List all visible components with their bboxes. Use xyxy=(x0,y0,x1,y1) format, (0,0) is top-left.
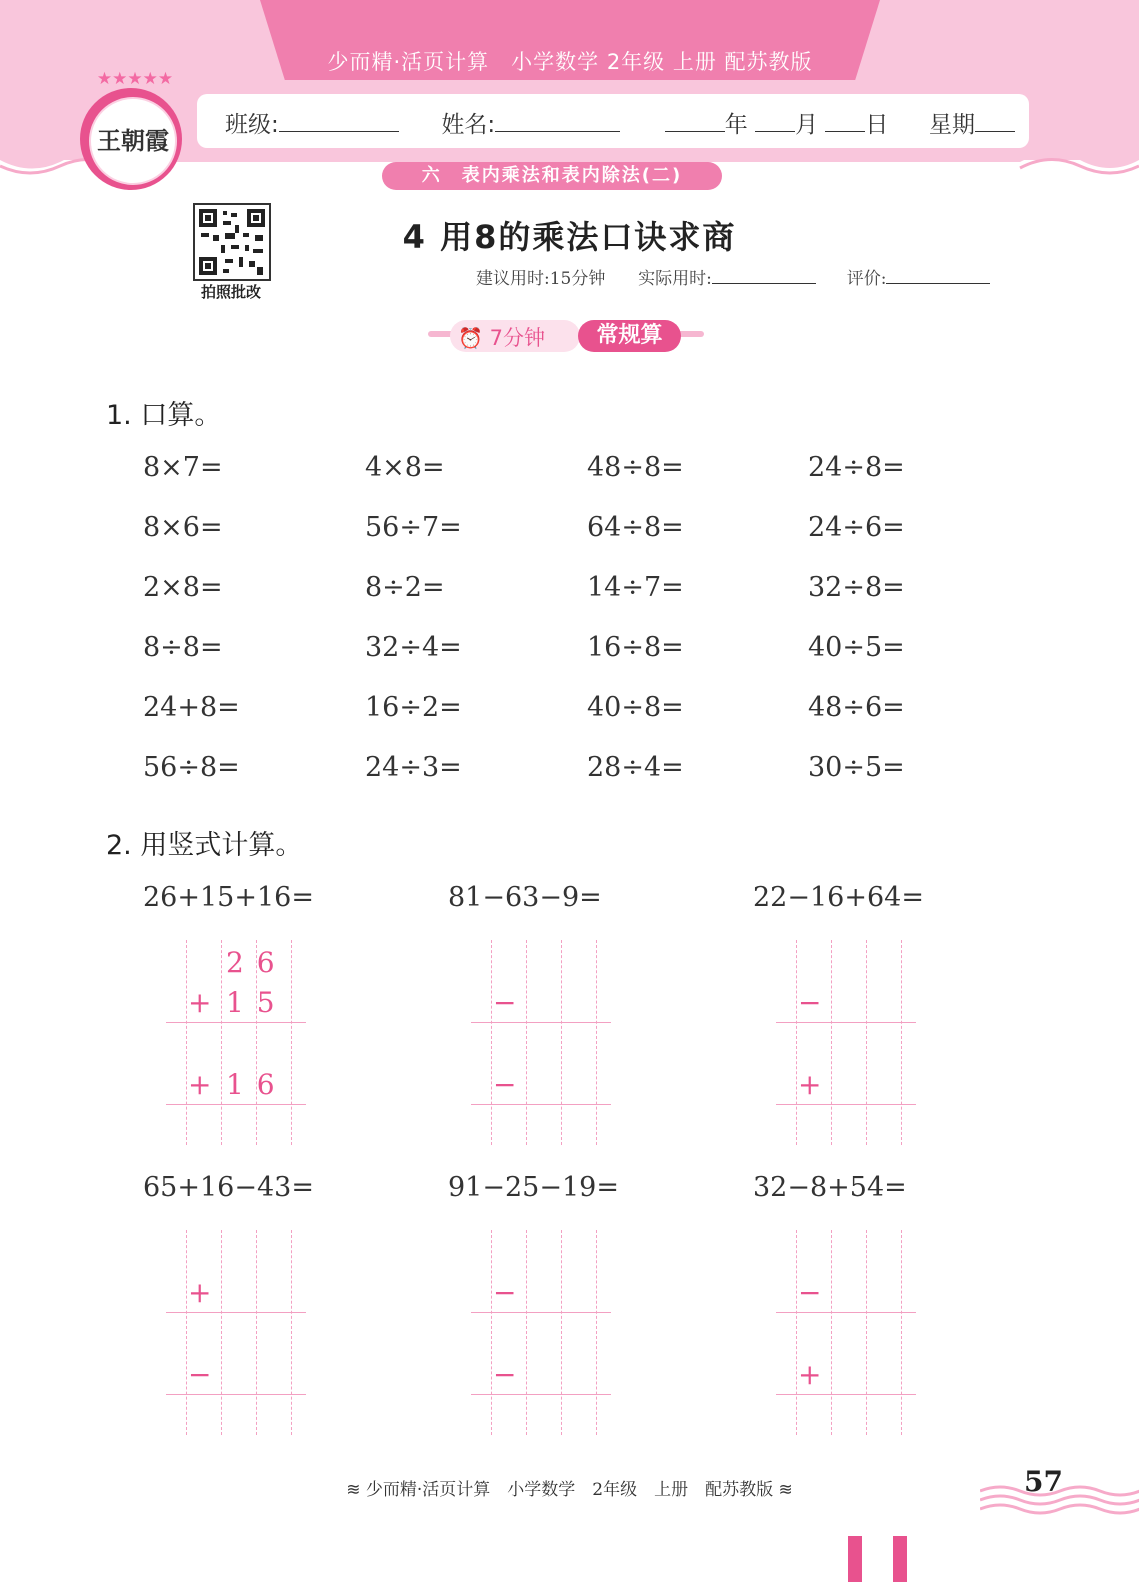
operator-sign: − xyxy=(798,1276,822,1309)
oral-calc-item: 16÷2= xyxy=(365,692,462,723)
oral-calc-item: 16÷8= xyxy=(587,632,684,663)
actual-time-field[interactable] xyxy=(712,267,816,284)
grid-guide-line xyxy=(221,1230,222,1435)
sum-line xyxy=(471,1394,611,1395)
section2-title: 2. 用竖式计算。 xyxy=(106,830,303,861)
footer xyxy=(0,1475,1139,1500)
month-field[interactable] xyxy=(755,109,795,132)
oral-calc-item: 24÷8= xyxy=(808,452,905,483)
sum-line xyxy=(776,1104,916,1105)
day-field[interactable] xyxy=(825,109,865,132)
oral-calc-item: 8÷2= xyxy=(365,572,445,603)
operator-sign: + xyxy=(798,1358,822,1391)
sum-line xyxy=(166,1312,306,1313)
time-badge-text: 7分钟 xyxy=(489,326,545,350)
oral-calc-item: 56÷8= xyxy=(143,752,240,783)
logo-text: 王朝霞 xyxy=(97,126,169,155)
type-badge: 常规算 xyxy=(578,320,681,352)
oral-calc-item: 8÷8= xyxy=(143,632,223,663)
vertical-calc-expression: 32−8+54= xyxy=(753,1172,907,1203)
grid-guide-line xyxy=(561,940,562,1145)
page-number: 57 xyxy=(1024,1465,1063,1498)
oral-calc-item: 40÷8= xyxy=(587,692,684,723)
name-label: 姓名: xyxy=(441,112,496,138)
oral-calc-item: 4×8= xyxy=(365,452,445,483)
unit-title: 六 表内乘法和表内除法(二) xyxy=(382,162,722,190)
grid-guide-line xyxy=(796,940,797,1145)
oral-calc-item: 48÷6= xyxy=(808,692,905,723)
month-label: 月 xyxy=(795,112,819,138)
vertical-calc-expression: 22−16+64= xyxy=(753,882,924,913)
grid-guide-line xyxy=(866,1230,867,1435)
edge-bar xyxy=(848,1536,862,1582)
operator-sign: + xyxy=(188,1276,212,1309)
clock-icon: ⏰ xyxy=(458,326,483,350)
oral-calc-item: 40÷5= xyxy=(808,632,905,663)
sum-line xyxy=(471,1022,611,1023)
grid-guide-line xyxy=(561,1230,562,1435)
sum-line xyxy=(471,1104,611,1105)
weekday-label: 星期 xyxy=(929,112,975,138)
footer-text: 少而精·活页计算 小学数学 2年级 上册 配苏教版 xyxy=(365,1480,774,1500)
operator-sign: − xyxy=(493,1358,517,1391)
actual-time-label: 实际用时: xyxy=(638,269,712,289)
grid-guide-line xyxy=(526,940,527,1145)
section1-title: 1. 口算。 xyxy=(106,400,222,431)
oral-calc-item: 24÷6= xyxy=(808,512,905,543)
grid-guide-line xyxy=(526,1230,527,1435)
operator-sign: + xyxy=(188,986,212,1019)
grid-guide-line xyxy=(221,940,222,1145)
grid-guide-line xyxy=(186,940,187,1145)
lesson-title: 4 用8的乘法口诀求商 xyxy=(402,218,737,256)
evaluation-field[interactable] xyxy=(886,267,990,284)
operator-sign: − xyxy=(493,1068,517,1101)
oral-calc-item: 48÷8= xyxy=(587,452,684,483)
class-label: 班级: xyxy=(225,112,279,138)
operator-sign: − xyxy=(493,1276,517,1309)
operator-sign: − xyxy=(798,986,822,1019)
qr-label: 拍照批改 xyxy=(200,283,261,301)
oral-calc-item: 8×7= xyxy=(143,452,223,483)
worked-digits: 1 6 xyxy=(226,1068,277,1101)
vertical-calc-expression: 26+15+16= xyxy=(143,882,314,913)
oral-calc-item: 8×6= xyxy=(143,512,223,543)
sum-line xyxy=(166,1394,306,1395)
grid-guide-line xyxy=(596,1230,597,1435)
operator-sign: − xyxy=(493,986,517,1019)
oral-calc-item: 30÷5= xyxy=(808,752,905,783)
grid-guide-line xyxy=(291,940,292,1145)
suggested-time: 建议用时:15分钟 xyxy=(476,269,606,289)
grid-guide-line xyxy=(256,1230,257,1435)
grid-guide-line xyxy=(831,940,832,1145)
grid-guide-line xyxy=(831,1230,832,1435)
operator-sign: − xyxy=(188,1358,212,1391)
vertical-calc-expression: 65+16−43= xyxy=(143,1172,314,1203)
grid-guide-line xyxy=(491,940,492,1145)
sum-line xyxy=(776,1312,916,1313)
grid-guide-line xyxy=(186,1230,187,1435)
grid-guide-line xyxy=(866,940,867,1145)
sum-line xyxy=(471,1312,611,1313)
sum-line xyxy=(166,1104,306,1105)
grid-guide-line xyxy=(901,940,902,1145)
student-info-row xyxy=(225,106,1015,139)
wave-right-icon: ≋ xyxy=(778,1480,793,1500)
grid-guide-line xyxy=(291,1230,292,1435)
oral-calc-item: 2×8= xyxy=(143,572,223,603)
vertical-calc-expression: 81−63−9= xyxy=(448,882,602,913)
oral-calc-item: 32÷8= xyxy=(808,572,905,603)
day-label: 日 xyxy=(865,112,889,138)
sum-line xyxy=(776,1022,916,1023)
oral-calc-item: 14÷7= xyxy=(587,572,684,603)
series-title: 少而精·活页计算 小学数学 2年级 上册 配苏教版 xyxy=(327,50,813,74)
worked-digits: 1 5 xyxy=(226,986,277,1019)
oral-calc-item: 32÷4= xyxy=(365,632,462,663)
worked-digits: 2 6 xyxy=(226,946,277,979)
vertical-calc-expression: 91−25−19= xyxy=(448,1172,619,1203)
oral-calc-item: 56÷7= xyxy=(365,512,462,543)
evaluation-label: 评价: xyxy=(846,269,887,289)
year-label: 年 xyxy=(724,112,748,138)
grid-guide-line xyxy=(796,1230,797,1435)
logo-stars-icon: ★★★★★ xyxy=(96,69,174,89)
grid-guide-line xyxy=(491,1230,492,1435)
grid-guide-line xyxy=(596,940,597,1145)
operator-sign: + xyxy=(188,1068,212,1101)
oral-calc-item: 28÷4= xyxy=(587,752,684,783)
operator-sign: + xyxy=(798,1068,822,1101)
oral-calc-item: 24+8= xyxy=(143,692,240,723)
time-row xyxy=(476,264,990,289)
sum-line xyxy=(166,1022,306,1023)
edge-bar xyxy=(893,1536,907,1582)
wave-left-icon: ≋ xyxy=(346,1480,361,1500)
class-field[interactable] xyxy=(279,109,399,132)
oral-calc-item: 64÷8= xyxy=(587,512,684,543)
sum-line xyxy=(776,1394,916,1395)
weekday-field[interactable] xyxy=(975,109,1015,132)
name-field[interactable] xyxy=(495,109,620,132)
time-badge-label xyxy=(458,322,545,352)
year-field[interactable] xyxy=(665,109,725,132)
grid-guide-line xyxy=(901,1230,902,1435)
oral-calc-item: 24÷3= xyxy=(365,752,462,783)
